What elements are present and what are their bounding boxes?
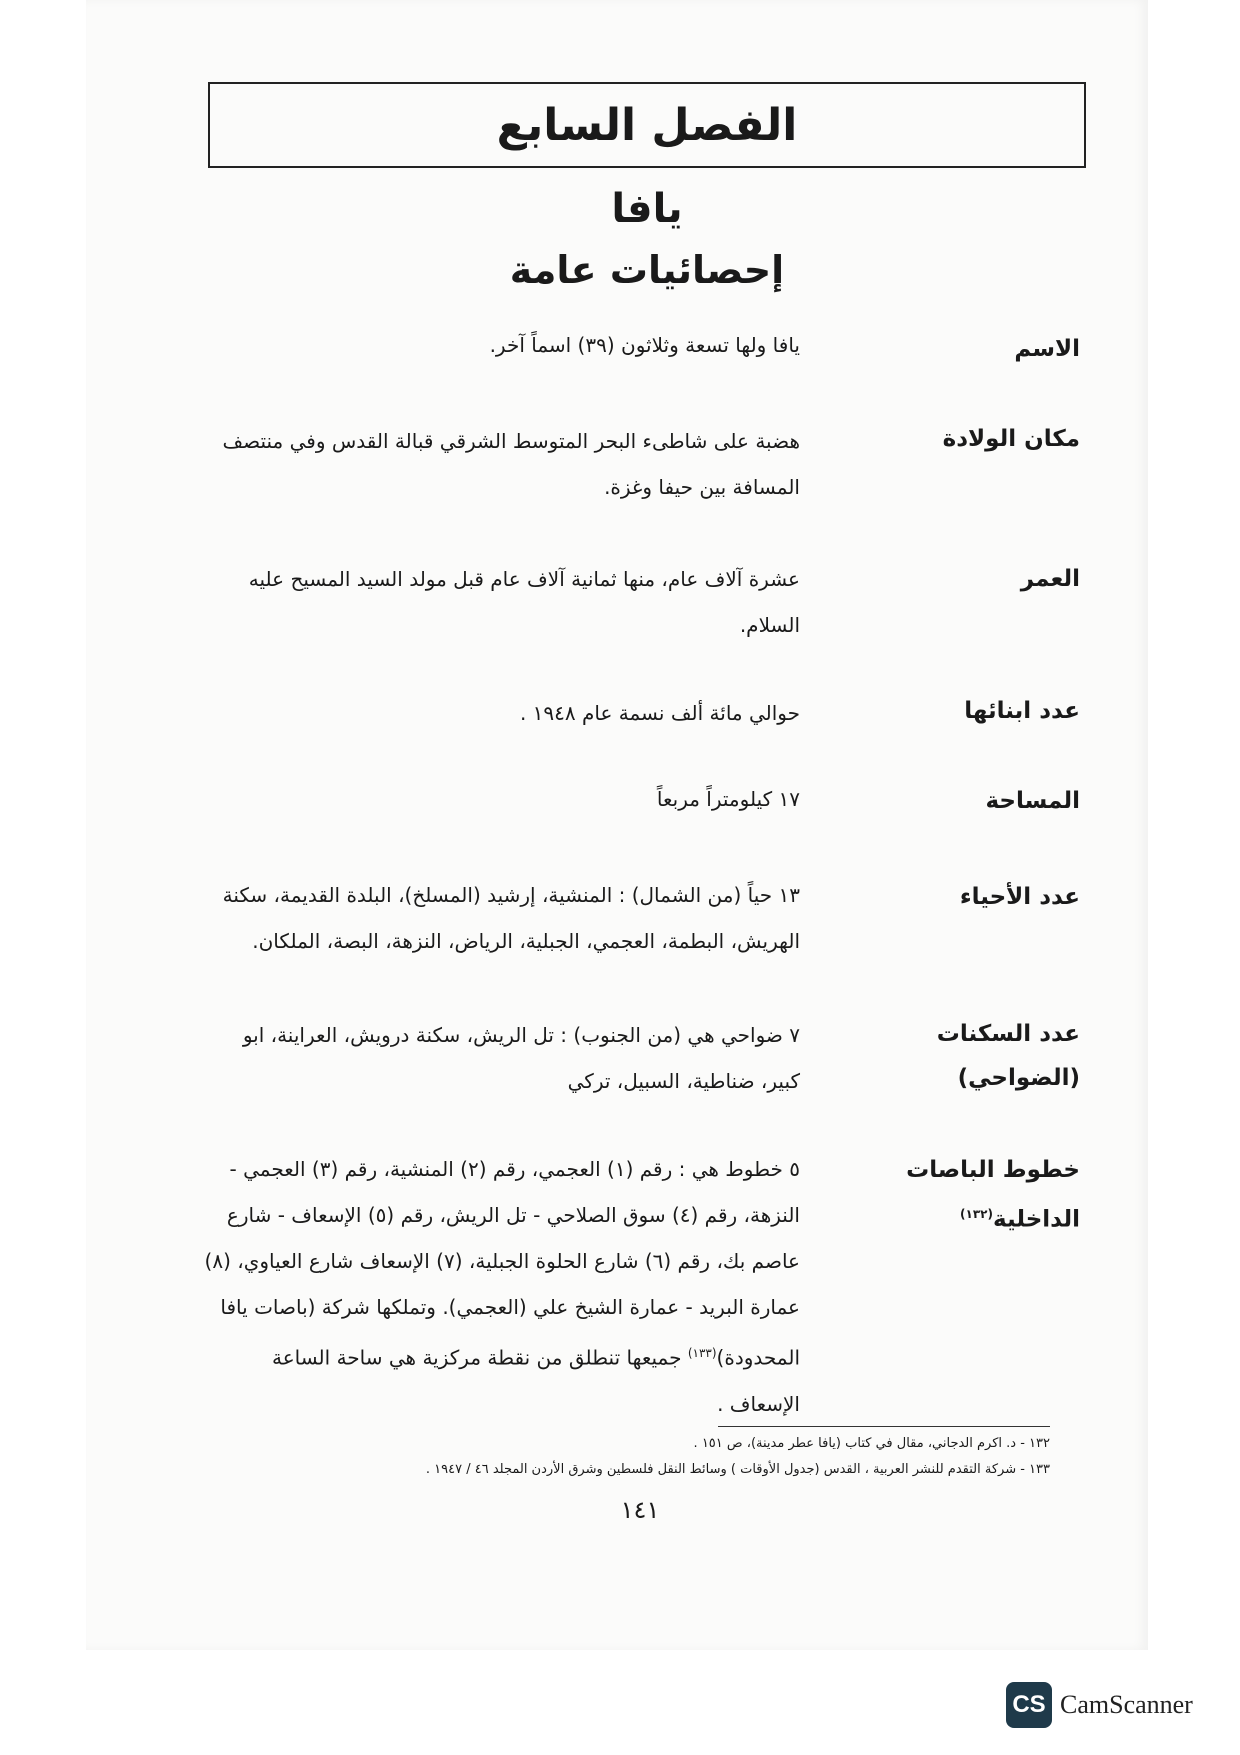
entry-text-area: ١٧ كيلومتراً مربعاً bbox=[656, 787, 800, 811]
camscanner-logo-icon: CS bbox=[1006, 1682, 1052, 1728]
entry-label-population: عدد ابنائها bbox=[964, 698, 1080, 724]
footnote-ref-133: (١٣٣) bbox=[687, 1346, 717, 1360]
entry-label-bus-lines bbox=[880, 1148, 1080, 1242]
entry-label-neighborhoods: عدد الأحياء bbox=[959, 884, 1080, 910]
entry-label-age: العمر bbox=[1020, 566, 1080, 592]
section-subtitle: إحصائيات عامة bbox=[509, 248, 785, 292]
entry-text-bus-lines bbox=[200, 1146, 800, 1427]
entry-text-name: يافا ولها تسعة وثلاثون (٣٩) اسماً آخر. bbox=[489, 333, 800, 357]
footnote-divider bbox=[718, 1426, 1050, 1427]
entry-text-bus-lines-end: جميعها تنطلق من نقطة مركزية هي ساحة الساعة الإسعاف . bbox=[271, 1345, 800, 1416]
entry-text-suburbs: ٧ ضواحي هي (من الجنوب) : تل الريش، سكنة درويش، العراينة، ابو كبير، ضناطية، السبيل، تركي bbox=[242, 1023, 800, 1093]
entry-label-birthplace: مكان الولادة bbox=[942, 426, 1080, 452]
footnote-132: ١٣٢ - د. اكرم الدجاني، مقال في كتاب (يافا عطر مدينة)، ص ١٥١ . bbox=[693, 1436, 1050, 1451]
entry-text-population: حوالي مائة ألف نسمة عام ١٩٤٨ . bbox=[519, 701, 800, 725]
entry-text-bus-lines-main: ٥ خطوط هي : رقم (١) العجمي، رقم (٢) المنشية، رقم (٣) العجمي - النزهة، رقم (٤) سوق الصلاحي - تل الريش، رقم (٥) الإسعاف - شارع عاصم بك، رقم (٦) شارع الحلوة الجبلية، (٧) الإسعاف شارع العياوي، (٨) عمارة البريد - عمارة الشيخ علي (العجمي). وتملكها شركة (باصات يافا المحدودة) bbox=[204, 1157, 800, 1370]
entry-label-bus-lines-text: خطوط الباصات الداخلية bbox=[906, 1157, 1080, 1233]
city-title: يافا bbox=[611, 186, 683, 232]
entry-label-suburbs: عدد السكنات (الضواحي) bbox=[936, 1021, 1080, 1091]
footnote-ref-132: (١٣٢) bbox=[960, 1207, 993, 1221]
camscanner-watermark: CamScanner bbox=[1060, 1690, 1193, 1719]
chapter-title: الفصل السابع bbox=[496, 99, 798, 151]
chapter-heading-box bbox=[208, 82, 1086, 168]
entry-label-area: المساحة bbox=[985, 788, 1080, 814]
entry-label-name: الاسم bbox=[1014, 336, 1080, 362]
page-number: ١٤١ bbox=[620, 1496, 660, 1524]
entry-text-age: عشرة آلاف عام، منها ثمانية آلاف عام قبل مولد السيد المسيح عليه السلام. bbox=[248, 567, 800, 637]
entry-text-birthplace: هضبة على شاطىء البحر المتوسط الشرقي قبالة القدس وفي منتصف المسافة بين حيفا وغزة. bbox=[222, 429, 800, 499]
entry-text-neighborhoods: ١٣ حياً (من الشمال) : المنشية، إرشيد (المسلخ)، البلدة القديمة، سكنة الهريش، البطمة، العجمي، الجبلية، الرياض، النزهة، البصة، الملكان. bbox=[222, 883, 800, 953]
footnote-133: ١٣٣ - شركة التقدم للنشر العربية ، القدس (جدول الأوقات ) وسائط النقل فلسطين وشرق الأردن المجلد ٤٦ / ١٩٤٧ . bbox=[425, 1462, 1050, 1477]
